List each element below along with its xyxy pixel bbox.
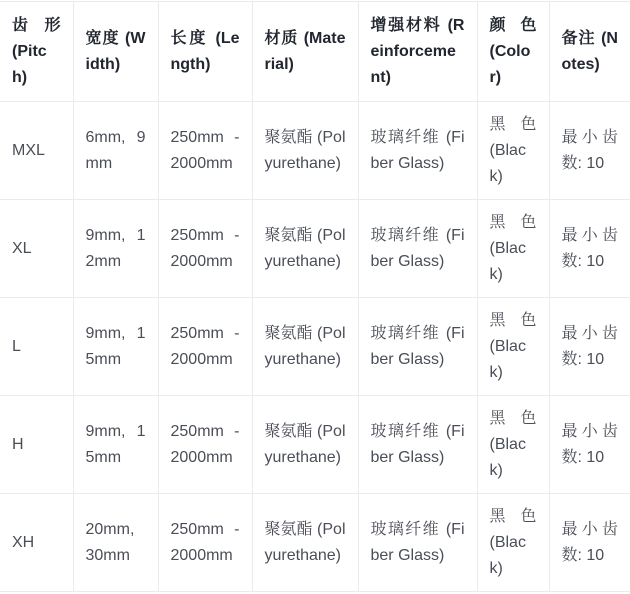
header-length: 长度 (Length) xyxy=(158,2,252,102)
cell-length: 250mm - 2000mm xyxy=(158,396,252,494)
cell-pitch: XH xyxy=(0,494,73,592)
cell-length: 250mm - 2000mm xyxy=(158,200,252,298)
cell-color: 黑色 (Black) xyxy=(477,200,549,298)
header-reinforcement: 增强材料 (Reinforcement) xyxy=(358,2,477,102)
cell-material: 聚氨酯 (Polyurethane) xyxy=(252,102,358,200)
cell-pitch: XL xyxy=(0,200,73,298)
cell-width: 20mm, 30mm xyxy=(73,494,158,592)
cell-reinforcement: 玻璃纤维 (Fiber Glass) xyxy=(358,396,477,494)
cell-notes: 最小齿数: 10 xyxy=(549,200,630,298)
cell-reinforcement: 玻璃纤维 (Fiber Glass) xyxy=(358,494,477,592)
table-row xyxy=(0,102,630,200)
cell-color: 黑色 (Black) xyxy=(477,102,549,200)
cell-notes: 最小齿数: 10 xyxy=(549,396,630,494)
product-spec-table xyxy=(0,1,630,592)
cell-color: 黑色 (Black) xyxy=(477,298,549,396)
cell-color: 黑色 (Black) xyxy=(477,396,549,494)
header-pitch: 齿形 (Pitch) xyxy=(0,2,73,102)
cell-material: 聚氨酯 (Polyurethane) xyxy=(252,396,358,494)
table-row xyxy=(0,396,630,494)
cell-color: 黑色 (Black) xyxy=(477,494,549,592)
cell-material: 聚氨酯 (Polyurethane) xyxy=(252,494,358,592)
table-row xyxy=(0,494,630,592)
cell-material: 聚氨酯 (Polyurethane) xyxy=(252,298,358,396)
cell-width: 9mm, 15mm xyxy=(73,396,158,494)
cell-pitch: L xyxy=(0,298,73,396)
cell-width: 9mm, 15mm xyxy=(73,298,158,396)
header-material: 材质 (Material) xyxy=(252,2,358,102)
cell-pitch: H xyxy=(0,396,73,494)
header-row xyxy=(0,2,630,102)
cell-width: 9mm, 12mm xyxy=(73,200,158,298)
header-notes: 备注 (Notes) xyxy=(549,2,630,102)
cell-notes: 最小齿数: 10 xyxy=(549,102,630,200)
cell-reinforcement: 玻璃纤维 (Fiber Glass) xyxy=(358,102,477,200)
cell-length: 250mm - 2000mm xyxy=(158,298,252,396)
cell-reinforcement: 玻璃纤维 (Fiber Glass) xyxy=(358,298,477,396)
cell-reinforcement: 玻璃纤维 (Fiber Glass) xyxy=(358,200,477,298)
cell-pitch: MXL xyxy=(0,102,73,200)
cell-length: 250mm - 2000mm xyxy=(158,102,252,200)
cell-notes: 最小齿数: 10 xyxy=(549,298,630,396)
cell-notes: 最小齿数: 10 xyxy=(549,494,630,592)
table-row xyxy=(0,200,630,298)
table-row xyxy=(0,298,630,396)
header-color: 颜色 (Color) xyxy=(477,2,549,102)
header-width: 宽度 (Width) xyxy=(73,2,158,102)
cell-width: 6mm, 9mm xyxy=(73,102,158,200)
cell-length: 250mm - 2000mm xyxy=(158,494,252,592)
cell-material: 聚氨酯 (Polyurethane) xyxy=(252,200,358,298)
